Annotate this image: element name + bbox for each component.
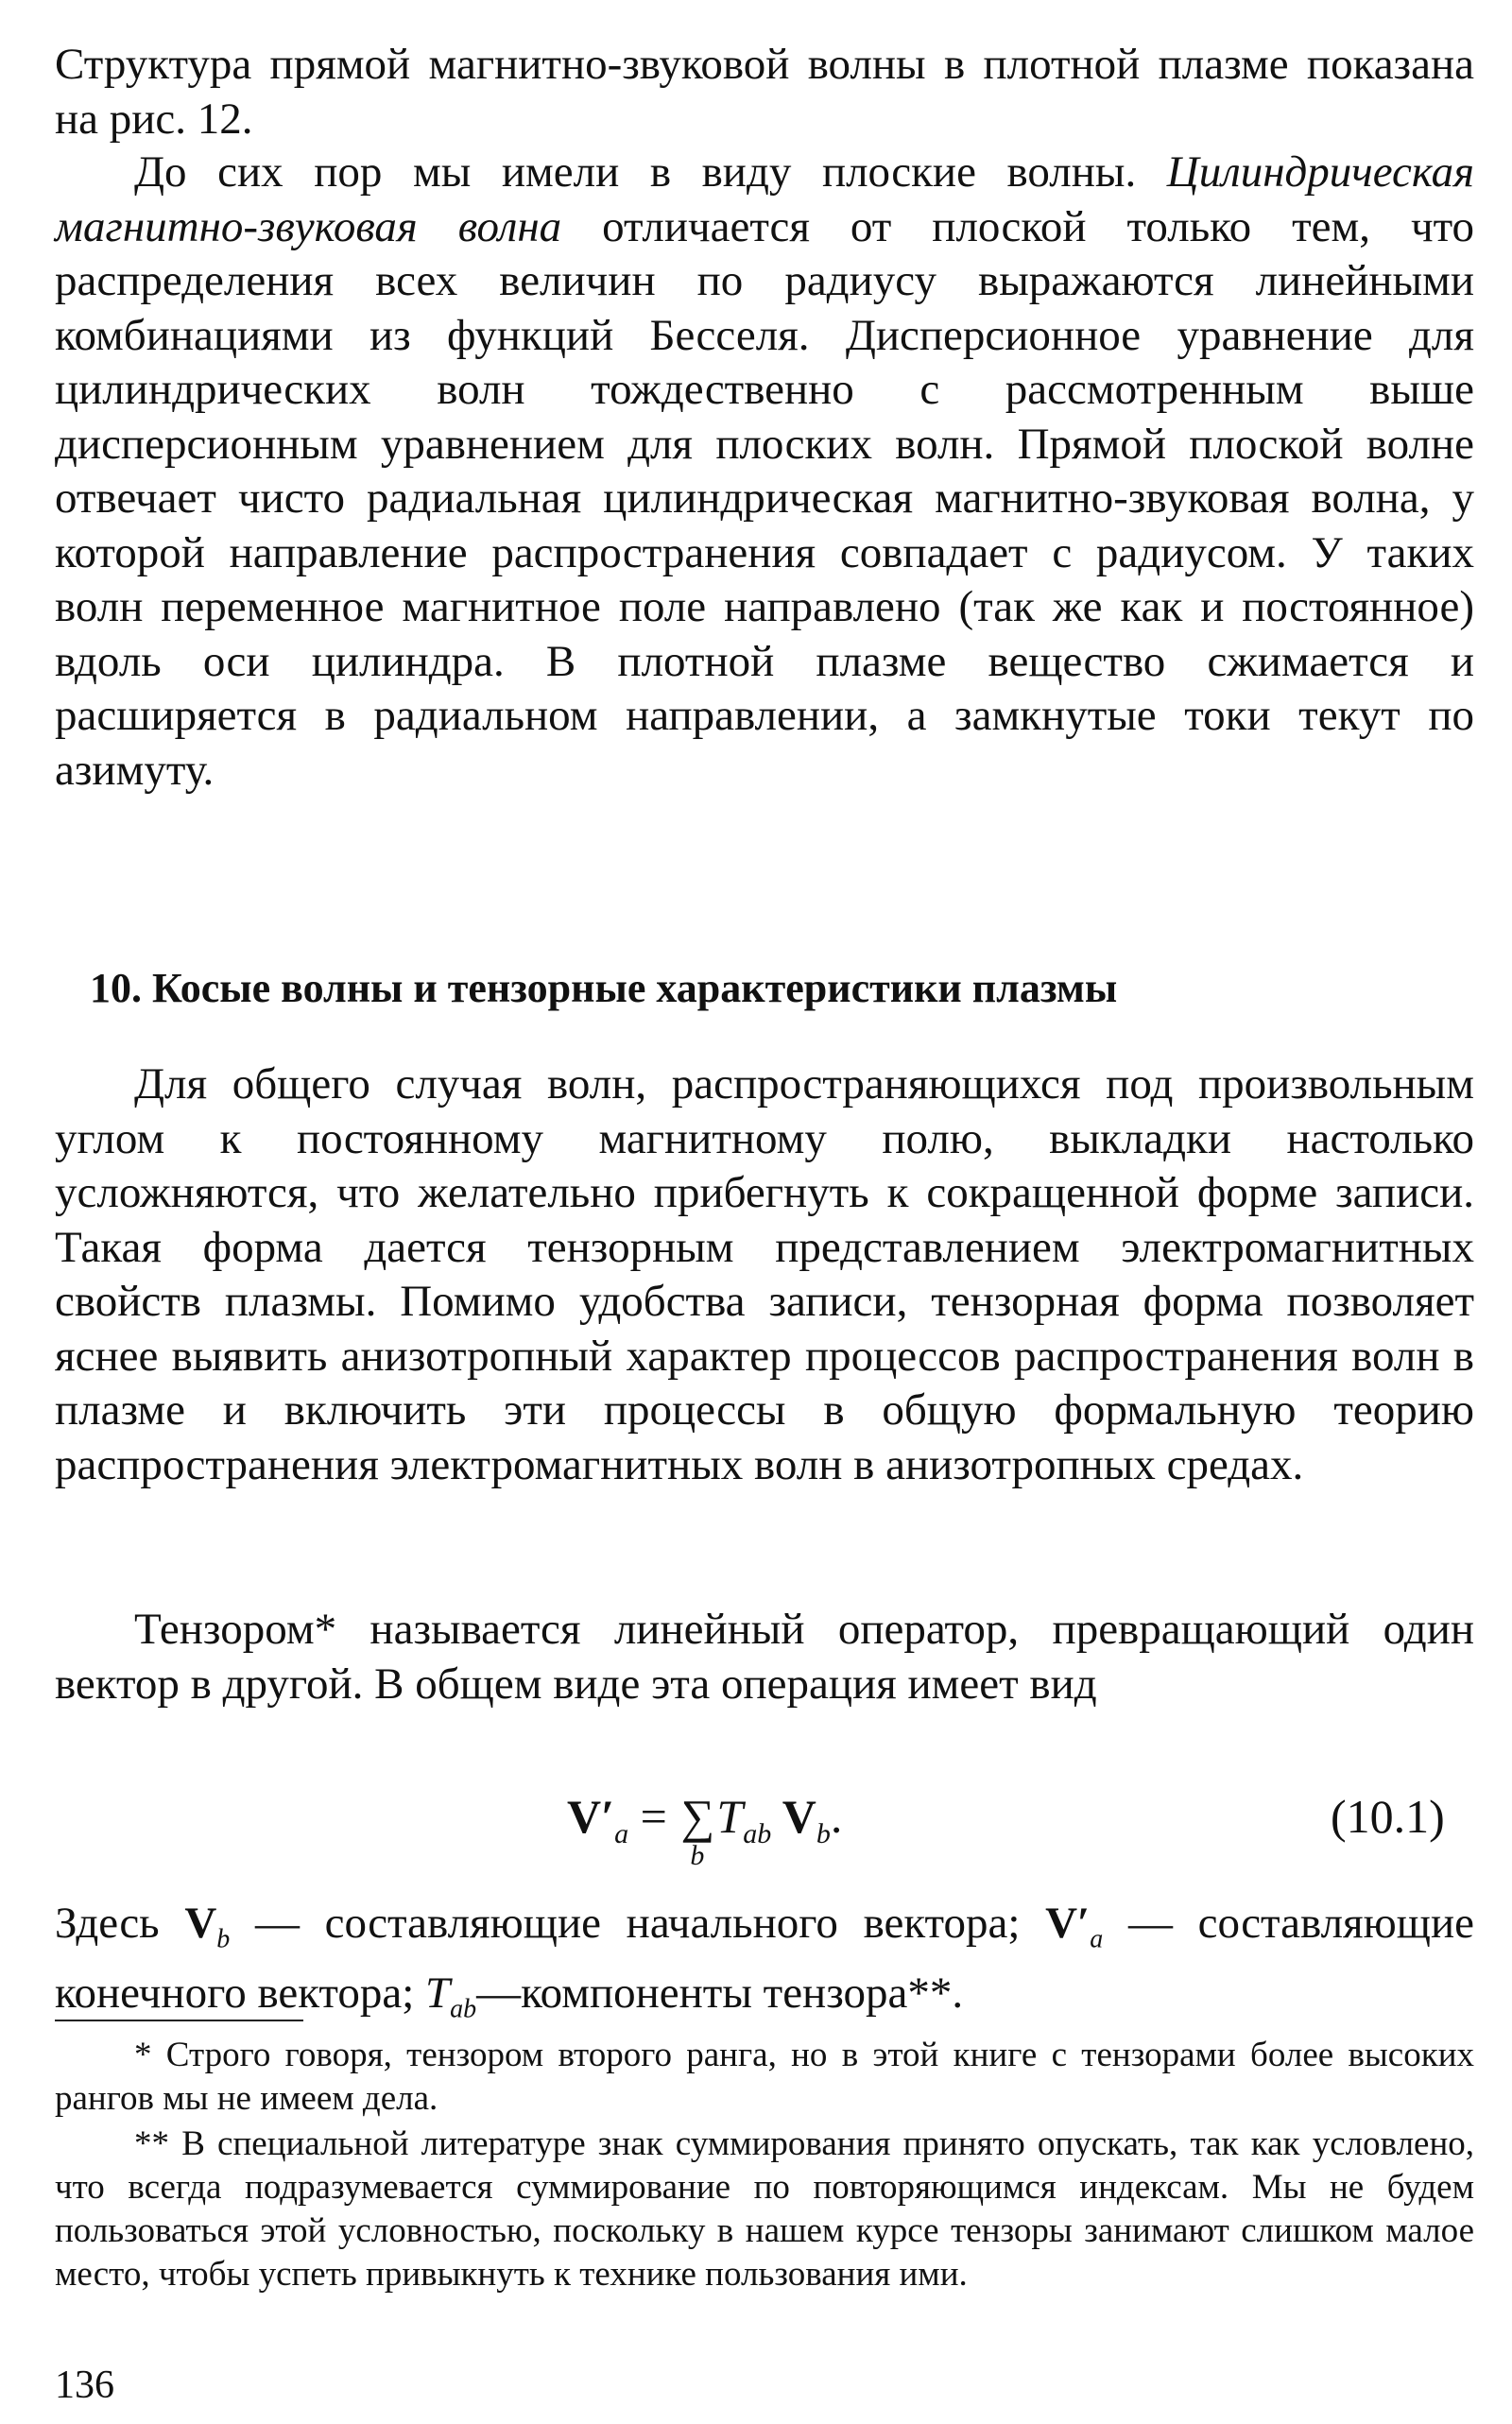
paragraph-cylindrical-wave [55, 146, 1474, 798]
tensor-symbol: T [425, 1968, 451, 2018]
paragraph-text: Для общего случая волн, распространяющихся под произвольным углом к постоянному магнитному полю, выкладки настолько усложняются, что желательно прибегнуть к сокращенной форме записи. Такая форма дается тензорным представлением электромагнитных свойств плазмы. Помимо удобства записи, тензорная форма позволяет яснее выявить анизотропный характер процессов распространения волн в плазме и включить эти процессы в общую формальную теорию распространения электромагнитных волн в анизотропных средах. [55, 1059, 1474, 1489]
italic-term: Цилиндрическая магнитно-звуковая волна [55, 147, 1474, 251]
formula-tensor-sub: ab [743, 1818, 772, 1849]
sum-symbol: ∑ [680, 1790, 715, 1843]
paragraph-text: — составляющие конечного вектора; [55, 1899, 1474, 2018]
formula-eq: = [628, 1790, 679, 1843]
vector-sub: a [1090, 1924, 1104, 1954]
formula-vector-sub: b [816, 1818, 831, 1849]
sum-sign [679, 1783, 716, 1871]
paragraph-text: отличается от плоской только тем, что распределения всех величин по радиусу выражаются линейными комбинациями из функций Бесселя. Дисперсионное уравнение для цилиндрических волн тождественно с рассмотренным выше дисперсионным уравнением для плоских волн. Прямой плоской волне отвечает чисто радиальная цилиндрическая магнитно-звуковая волна, у которой направление распространения совпадает с радиусом. У таких волн переменное магнитное поле направлено (так же как и постоянное) вдоль оси цилиндра. В плотной плазме вещество сжимается и расширяется в радиальном направлении, а замкнутые токи текут по азимуту. [55, 201, 1474, 795]
footnote-2: ** В специальной литературе знак суммирования принято опускать, так как условлено, что всегда подразумевается суммирование по повторяющимся индексам. Мы не будем пользоваться этой условностью, поскольку в нашем курсе тензоры занимают слишком малое место, чтобы успеть привыкнуть к технике пользования ими. [55, 2124, 1474, 2294]
tensor-sub: ab [450, 1994, 477, 2024]
formula-lhs: V′ [567, 1790, 615, 1843]
footnote-1: * Строго говоря, тензором второго ранга, но в этой книге с тензорами более высоких рангов мы не имеем дела. [55, 2036, 1474, 2118]
paragraph-tensor-definition [55, 1603, 1474, 1711]
formula-tensor: T [716, 1790, 744, 1843]
section-heading: 10. Косые волны и тензорные характеристики плазмы [90, 965, 1118, 1011]
paragraph-text: Здесь [55, 1899, 185, 1948]
footnote-divider [55, 2020, 303, 2021]
equation-number: (10.1) [1331, 1790, 1445, 1843]
vector-sub: b [216, 1924, 231, 1954]
vector-symbol: V [184, 1899, 217, 1948]
sum-index: b [690, 1840, 705, 1871]
paragraph-text: — составляющие начального вектора; [230, 1899, 1046, 1948]
paragraph-text: Структура прямой магнитно-звуковой волны в плотной плазме показана на рис. 12. [55, 40, 1474, 144]
vector-symbol: V′ [1045, 1899, 1091, 1948]
paragraph-structure [55, 38, 1474, 146]
paragraph-text: Тензором* называется линейный оператор, превращающий один вектор в другой. В общем виде эта операция имеет вид [55, 1605, 1474, 1709]
paragraph-oblique-waves [55, 1057, 1474, 1492]
paragraph-components [55, 1897, 1474, 2037]
equation-10-1 [567, 1783, 843, 1871]
paragraph-text: —компоненты тензора**. [476, 1968, 964, 2018]
formula-dot: . [830, 1790, 843, 1843]
formula-vector: V [771, 1790, 816, 1843]
paragraph-text: До сих пор мы имели в виду плоские волны. [134, 147, 1167, 197]
formula-lhs-sub: a [614, 1818, 629, 1849]
page-number: 136 [55, 2364, 114, 2407]
